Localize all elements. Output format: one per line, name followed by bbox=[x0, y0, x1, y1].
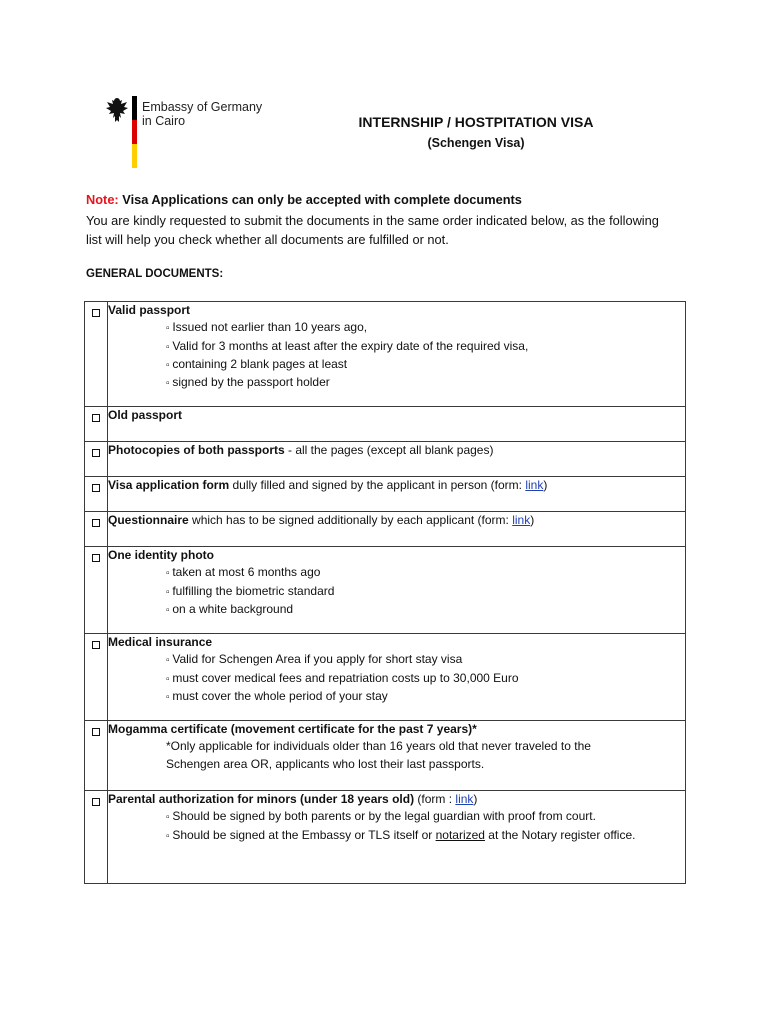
item-detail: dully filled and signed by the applicant in person (form: bbox=[229, 478, 526, 492]
flag-black bbox=[132, 96, 137, 120]
bullet-item: ▫ fulfilling the biometric standard bbox=[108, 583, 685, 601]
checkbox-cell bbox=[85, 407, 108, 442]
bullet-item: ▫ signed by the passport holder bbox=[108, 374, 685, 392]
table-row bbox=[85, 547, 686, 634]
embassy-logo bbox=[104, 96, 264, 170]
checkbox-cell bbox=[85, 477, 108, 512]
item-title: Valid passport bbox=[108, 303, 191, 317]
table-row bbox=[85, 302, 686, 407]
item-title: Old passport bbox=[108, 408, 183, 422]
checkbox[interactable] bbox=[92, 798, 100, 806]
form-link[interactable]: link bbox=[512, 513, 531, 527]
checkbox-cell bbox=[85, 512, 108, 547]
item-title: One identity photo bbox=[108, 548, 214, 562]
logo-text bbox=[142, 100, 262, 128]
bullet-item: ▫ Issued not earlier than 10 years ago, bbox=[108, 319, 685, 337]
bullet-item: ▫ on a white background bbox=[108, 601, 685, 619]
item-detail-close: ) bbox=[473, 792, 478, 806]
checkbox[interactable] bbox=[92, 484, 100, 492]
item-cell bbox=[108, 547, 686, 634]
checkbox[interactable] bbox=[92, 519, 100, 527]
table-row bbox=[85, 407, 686, 442]
checkbox[interactable] bbox=[92, 641, 100, 649]
checkbox[interactable] bbox=[92, 309, 100, 317]
item-title: Parental authorization for minors (under 18 years old) bbox=[108, 792, 415, 806]
note-line: *Only applicable for individuals older than 16 years old that never traveled to the bbox=[166, 739, 591, 754]
bullet-item: ▫ must cover medical fees and repatriation costs up to 30,000 Euro bbox=[108, 670, 685, 688]
checkbox[interactable] bbox=[92, 728, 100, 736]
item-line bbox=[108, 442, 685, 459]
section-heading: GENERAL DOCUMENTS: bbox=[86, 268, 224, 280]
page-title: INTERNSHIP / HOSTPITATION VISA bbox=[358, 114, 594, 130]
checkbox[interactable] bbox=[92, 414, 100, 422]
bullet-item: ▫ containing 2 blank pages at least bbox=[108, 356, 685, 374]
checkbox-cell bbox=[85, 442, 108, 477]
bullet-item: ▫ must cover the whole period of your stay bbox=[108, 688, 685, 706]
item-line bbox=[108, 547, 685, 564]
note-line: Schengen area OR, applicants who lost their last passports. bbox=[166, 756, 485, 771]
table-row bbox=[85, 634, 686, 721]
item-title: Questionnaire bbox=[108, 513, 189, 527]
intro-paragraph: You are kindly requested to submit the documents in the same order indicated below, as the following list will help you check whether all documents are fulfilled or not. bbox=[86, 213, 659, 247]
flag-stripe bbox=[132, 96, 137, 168]
item-line bbox=[108, 477, 685, 494]
item-title: Mogamma certificate (movement certificate for the past 7 years)* bbox=[108, 722, 477, 736]
bullet-item: ▫ Should be signed by both parents or by the legal guardian with proof from court. bbox=[108, 808, 685, 826]
item-detail-close: ) bbox=[530, 513, 535, 527]
checkbox-cell bbox=[85, 547, 108, 634]
underlined-text: notarized bbox=[435, 827, 485, 842]
note-text: Visa Applications can only be accepted with complete documents bbox=[118, 192, 522, 207]
checkbox[interactable] bbox=[92, 554, 100, 562]
item-line bbox=[108, 721, 685, 738]
item-detail-close: ) bbox=[543, 478, 548, 492]
item-cell bbox=[108, 302, 686, 407]
item-cell bbox=[108, 721, 686, 791]
item-cell bbox=[108, 634, 686, 721]
bullet-item bbox=[108, 827, 685, 845]
item-line bbox=[108, 407, 685, 424]
table-row bbox=[85, 721, 686, 791]
item-title: Photocopies of both passports bbox=[108, 443, 285, 457]
item-line bbox=[108, 302, 685, 319]
item-detail: (form : bbox=[414, 792, 456, 806]
item-detail: - all the pages (except all blank pages) bbox=[284, 443, 494, 457]
item-cell bbox=[108, 477, 686, 512]
item-cell bbox=[108, 442, 686, 477]
eagle-icon bbox=[104, 96, 130, 126]
checkbox-cell bbox=[85, 634, 108, 721]
item-title: Medical insurance bbox=[108, 635, 213, 649]
item-title: Visa application form bbox=[108, 478, 230, 492]
bullet-item: ▫ Valid for 3 months at least after the expiry date of the required visa, bbox=[108, 338, 685, 356]
item-line bbox=[108, 512, 685, 529]
table-row bbox=[85, 477, 686, 512]
item-cell bbox=[108, 791, 686, 884]
item-detail: which has to be signed additionally by each applicant (form: bbox=[188, 513, 513, 527]
item-line bbox=[108, 634, 685, 651]
item-cell bbox=[108, 407, 686, 442]
item-cell bbox=[108, 512, 686, 547]
table-row bbox=[85, 791, 686, 884]
checkbox[interactable] bbox=[92, 449, 100, 457]
note bbox=[86, 192, 522, 207]
item-line bbox=[108, 791, 685, 808]
checkbox-cell bbox=[85, 791, 108, 884]
checkbox-cell bbox=[85, 302, 108, 407]
note-label: Note: bbox=[86, 192, 119, 207]
bullet-item: ▫ taken at most 6 months ago bbox=[108, 564, 685, 582]
logo-line2: in Cairo bbox=[142, 114, 186, 128]
flag-gold bbox=[132, 144, 137, 168]
table-row bbox=[85, 442, 686, 477]
checkbox-cell bbox=[85, 721, 108, 791]
bullet-text: Should be signed at the Embassy or TLS itself or bbox=[172, 827, 436, 842]
page-subtitle: (Schengen Visa) bbox=[427, 136, 525, 150]
flag-red bbox=[132, 120, 137, 144]
documents-table bbox=[84, 301, 686, 884]
bullet-text: at the Notary register office. bbox=[484, 827, 636, 842]
bullet-item: ▫ Valid for Schengen Area if you apply for short stay visa bbox=[108, 651, 685, 669]
table-row bbox=[85, 512, 686, 547]
logo-line1: Embassy of Germany bbox=[142, 100, 263, 114]
form-link[interactable]: link bbox=[525, 478, 544, 492]
form-link[interactable]: link bbox=[455, 792, 474, 806]
